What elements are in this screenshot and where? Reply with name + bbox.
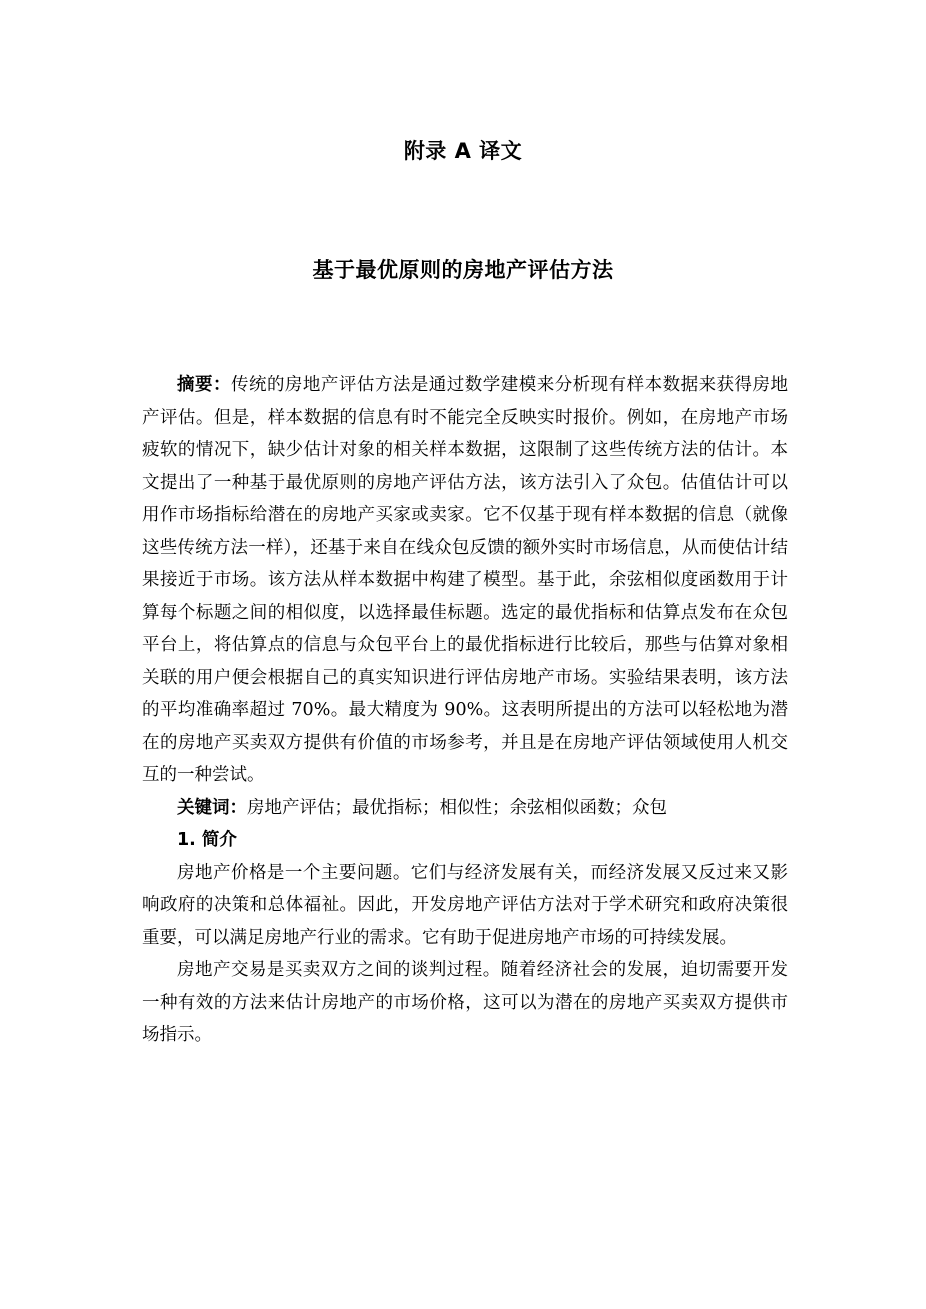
keywords-paragraph (142, 792, 788, 825)
keywords-text: 房地产评估；最优指标；相似性；余弦相似函数；众包 (247, 797, 667, 818)
body-paragraph: 房地产价格是一个主要问题。它们与经济发展有关，而经济发展又反过来又影响政府的决策和总体福祉。因此，开发房地产评估方法对于学术研究和政府决策很重要，可以满足房地产行业的需求。它有助于促进房地产市场的可持续发展。 (142, 862, 788, 948)
paper-title: 基于最优原则的房地产评估方法 (312, 258, 614, 282)
abstract-text: 传统的房地产评估方法是通过数学建模来分析现有样本数据来获得房地产评估。但是，样本数据的信息有时不能完全反映实时报价。例如，在房地产市场疲软的情况下，缺少估计对象的相关样本数据，这限制了这些传统方法的估计。本文提出了一种基于最优原则的房地产评估方法，该方法引入了众包。估值估计可以用作市场指标给潜在的房地产买家或卖家。它不仅基于现有样本数据的信息（就像这些传统方法一样），还基于来自在线众包反馈的额外实时市场信息，从而使估计结果接近于市场。该方法从样本数据中构建了模型。基于此，余弦相似度函数用于计算每个标题之间的相似度，以选择最佳标题。选定的最优指标和估算点发布在众包平台上，将估算点的信息与众包平台上的最优指标进行比较后，那些与估算对象相关联的用户便会根据自己的真实知识进行评估房地产市场。实验结果表明，该方法的平均准确率超过 70%。最大精度为 90%。这表明所提出的方法可以轻松地为潜在的房地产买卖双方提供有价值的市场参考，并且是在房地产评估领域使用人机交互的一种尝试。 (142, 375, 789, 785)
appendix-title: 附录 A 译文 (403, 139, 523, 163)
abstract-paragraph (142, 369, 788, 792)
body-text (142, 369, 788, 1052)
section-heading: 1. 简介 (177, 830, 237, 850)
keywords-label: 关键词： (177, 797, 247, 818)
abstract-label: 摘要： (177, 375, 231, 395)
body-paragraph: 房地产交易是买卖双方之间的谈判过程。随着经济社会的发展，迫切需要开发一种有效的方法来估计房地产的市场价格，这可以为潜在的房地产买卖双方提供市场指示。 (142, 960, 788, 1045)
